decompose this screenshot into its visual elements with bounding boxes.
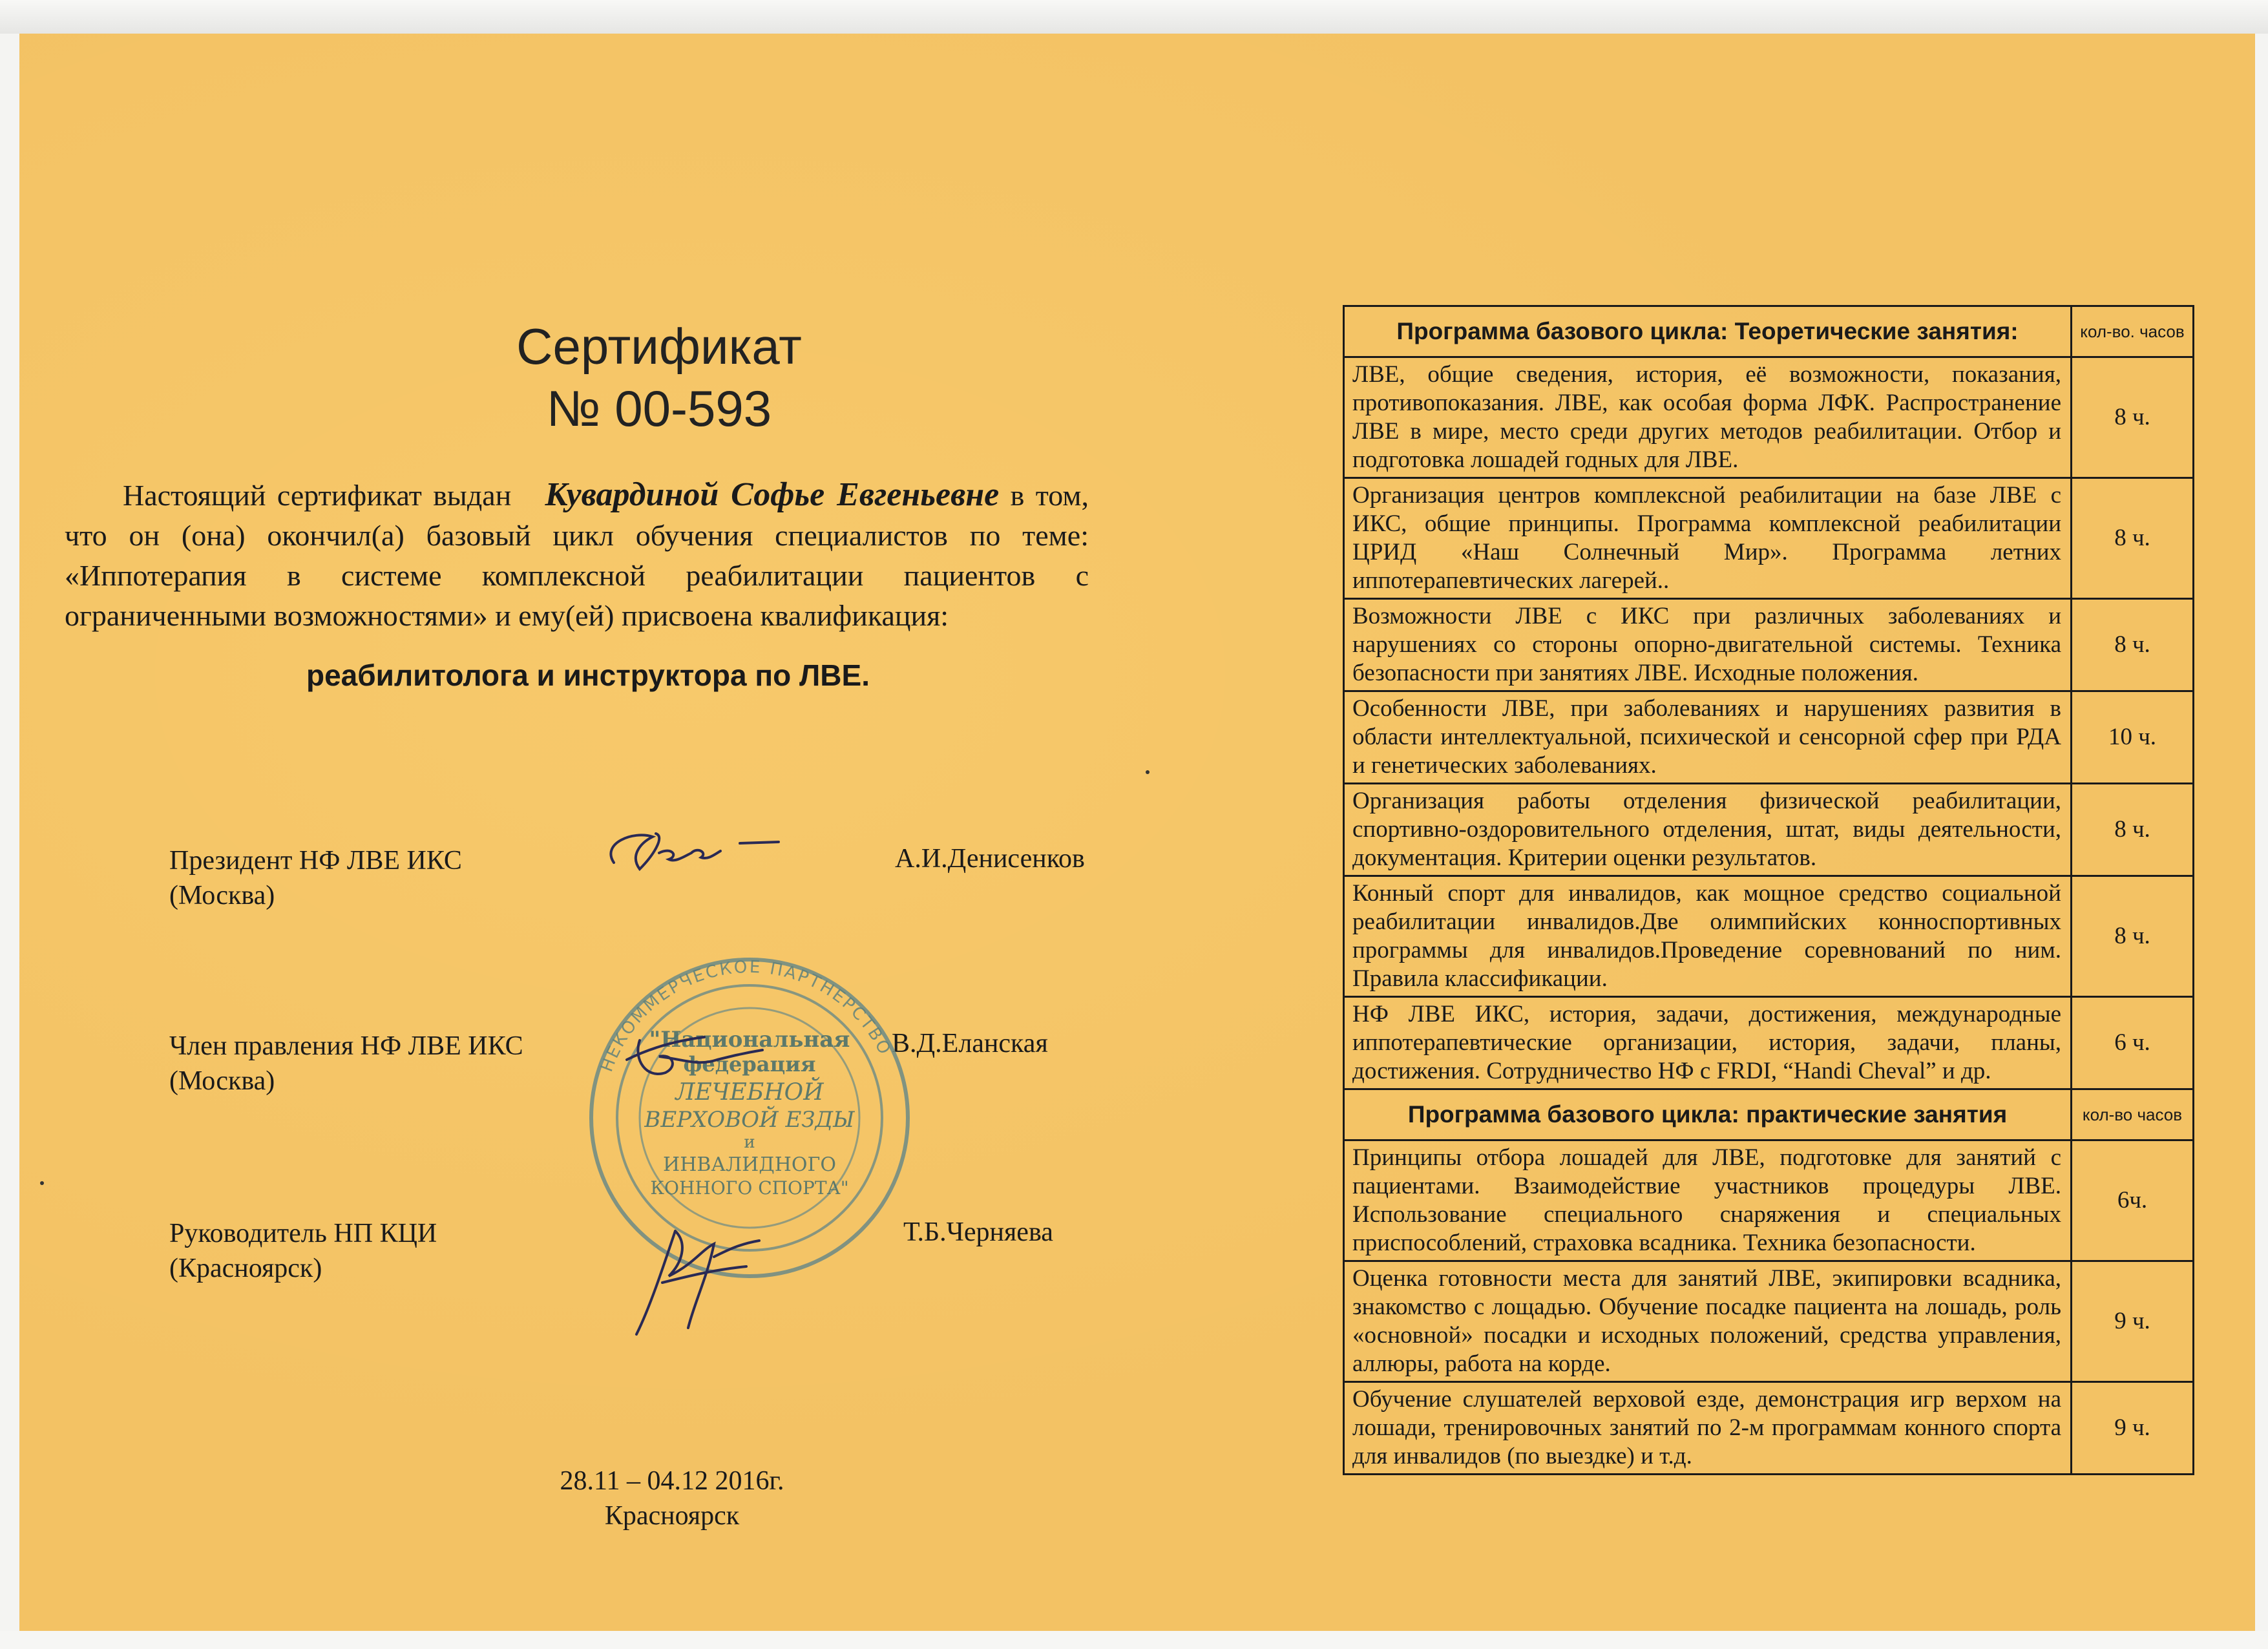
- seal-line-6: ИНВАЛИДНОГО: [663, 1153, 836, 1176]
- practice-hours-header: кол-во часов: [2072, 1089, 2194, 1140]
- theory-topic: НФ ЛВЕ ИКС, история, задачи, достижения, международные иппотерапевтические организации, история, задачи, планы, достижения. Сотрудничество НФ с FRDI, “Handi Cheval” и др.: [1344, 997, 2072, 1089]
- signatory-3-location: (Красноярск): [169, 1254, 322, 1283]
- certificate-number: № 00-593: [546, 380, 772, 437]
- seal-ring-text: НЕКОММЕРЧЕСКОЕ ПАРТНЕРСТВО: [597, 957, 896, 1075]
- seal-line-7: КОННОГО СПОРТА": [650, 1177, 849, 1199]
- issue-date-block: [504, 1464, 840, 1533]
- signatory-1-name: А.И.Денисенков: [895, 844, 1085, 874]
- program-table: [1343, 305, 2194, 1475]
- theory-topic: Организация центров комплексной реабилитации на базе ЛВЕ с ИКС, общие принципы. Программа комплексной реабилитации ЦРИД «Наш Солнечный Мир». Программа летних иппотерапевтических лагерей..: [1344, 478, 2072, 599]
- theory-row: [1344, 691, 2194, 784]
- theory-hours: 6 ч.: [2072, 997, 2194, 1089]
- signatory-1-block: [169, 843, 531, 913]
- seal-line-1: "Национальная: [649, 1027, 850, 1053]
- issue-city: Красноярск: [604, 1501, 740, 1531]
- practice-row: [1344, 1382, 2194, 1475]
- board-member-signature: [614, 1021, 782, 1098]
- signatory-1-role: Президент НФ ЛВЕ ИКС: [169, 846, 462, 876]
- intro-text: Настоящий сертификат выдан: [123, 479, 512, 512]
- theory-header-row: [1344, 306, 2194, 357]
- theory-topic: ЛВЕ, общие сведения, история, её возможности, показания, противопоказания. ЛВЕ, как особая форма ЛФК. Распространение ЛВЕ в мире, место среди других методов реабилитации. Отбор и подготовка лошадей годных для ЛВЕ.: [1344, 357, 2072, 478]
- theory-row: [1344, 784, 2194, 876]
- certificate-title: Сертификат: [516, 318, 802, 375]
- theory-topic: Организация работы отделения физической реабилитации, спортивно-оздоровительного отделения, штат, виды деятельности, документация. Критерии оценки результатов.: [1344, 784, 2072, 876]
- practice-hours: 9 ч.: [2072, 1261, 2194, 1382]
- theory-hours: 8 ч.: [2072, 478, 2194, 599]
- practice-header: Программа базового цикла: практические занятия: [1344, 1089, 2072, 1140]
- theory-row: [1344, 876, 2194, 997]
- theory-hours-header: кол-во. часов: [2072, 306, 2194, 357]
- president-signature: [594, 817, 788, 888]
- practice-hours: 6ч.: [2072, 1140, 2194, 1261]
- scan-bottom-margin: [0, 1631, 2268, 1649]
- certificate-body: [65, 475, 1089, 636]
- theory-row: [1344, 478, 2194, 599]
- theory-topic: Особенности ЛВЕ, при заболеваниях и нарушениях развития в области интеллектуальной, психической и сенсорной сфер при РДА и генетических заболеваниях.: [1344, 691, 2072, 784]
- signatory-2-block: [169, 1029, 531, 1098]
- seal-line-5: и: [744, 1133, 755, 1152]
- scan-top-margin: [0, 0, 2268, 34]
- seal-line-4: ВЕРХОВОЙ ЕЗДЫ: [644, 1107, 855, 1133]
- theory-topic: Конный спорт для инвалидов, как мощное средство социальной реабилитации инвалидов.Две олимпийских конноспортивных программы для инвалидов.Проведение соревнований по ним. Правила классификации.: [1344, 876, 2072, 997]
- statement-text: в том, что он (она) окончил(а) базовый цикл обучения специалистов по теме: «Иппотерапия в системе комплексной реабилитации пациентов с ограниченными возможностями» и ему(ей) присвоена квалификация:: [65, 479, 1089, 632]
- theory-row: [1344, 997, 2194, 1089]
- practice-topic: Оценка готовности места для занятий ЛВЕ, экипировки всадника, знакомство с лощадью. Обучение посадке пациента на лошадь, роль «основной» посадки и исходных положений, средства управления, аллюры, работа на корде.: [1344, 1261, 2072, 1382]
- theory-header: Программа базового цикла: Теоретические занятия:: [1344, 306, 2072, 357]
- theory-hours: 8 ч.: [2072, 599, 2194, 691]
- recipient-name: Кувардиной Софье Евгеньевне: [545, 476, 1000, 513]
- practice-hours: 9 ч.: [2072, 1382, 2194, 1475]
- signatory-3-block: [169, 1216, 531, 1286]
- practice-row: [1344, 1140, 2194, 1261]
- director-signature: [617, 1205, 811, 1347]
- practice-topic: Принципы отбора лошадей для ЛВЕ, подготовке для занятий с пациентами. Взаимодействие участников процедуры ЛВЕ. Использование специального снаряжения и специальных приспособлений, страховка всадника. Техника безопасности.: [1344, 1140, 2072, 1261]
- theory-hours: 8 ч.: [2072, 357, 2194, 478]
- seal-line-2: федерация: [683, 1052, 816, 1077]
- theory-hours: 8 ч.: [2072, 876, 2194, 997]
- practice-topic: Обучение слушателей верховой езде, демонстрация игр верхом на лошади, тренировочных занятий по 2-м программам конного спорта для инвалидов (по выездке) и т.д.: [1344, 1382, 2072, 1475]
- theory-hours: 8 ч.: [2072, 784, 2194, 876]
- signatory-2-name: В.Д.Еланская: [892, 1029, 1048, 1058]
- signatory-3-role: Руководитель НП КЦИ: [169, 1219, 437, 1248]
- signatory-2-role: Член правления НФ ЛВЕ ИКС: [169, 1031, 523, 1061]
- scan-speck: [40, 1181, 44, 1185]
- signatory-2-location: (Москва): [169, 1066, 275, 1096]
- course-dates: 28.11 – 04.12 2016г.: [560, 1466, 784, 1496]
- qualification: реабилитолога и инструктора по ЛВЕ.: [306, 658, 870, 692]
- practice-header-row: [1344, 1089, 2194, 1140]
- signatory-3-name: Т.Б.Черняева: [903, 1217, 1053, 1247]
- practice-row: [1344, 1261, 2194, 1382]
- theory-row: [1344, 599, 2194, 691]
- theory-hours: 10 ч.: [2072, 691, 2194, 784]
- scan-speck: [1146, 770, 1150, 774]
- seal-line-3: ЛЕЧЕБНОЙ: [675, 1079, 824, 1106]
- theory-row: [1344, 357, 2194, 478]
- theory-topic: Возможности ЛВЕ с ИКС при различных заболеваниях и нарушениях со стороны опорно-двигательной системы. Техника безопасности при занятиях ЛВЕ. Исходные положения.: [1344, 599, 2072, 691]
- signatory-1-location: (Москва): [169, 881, 275, 910]
